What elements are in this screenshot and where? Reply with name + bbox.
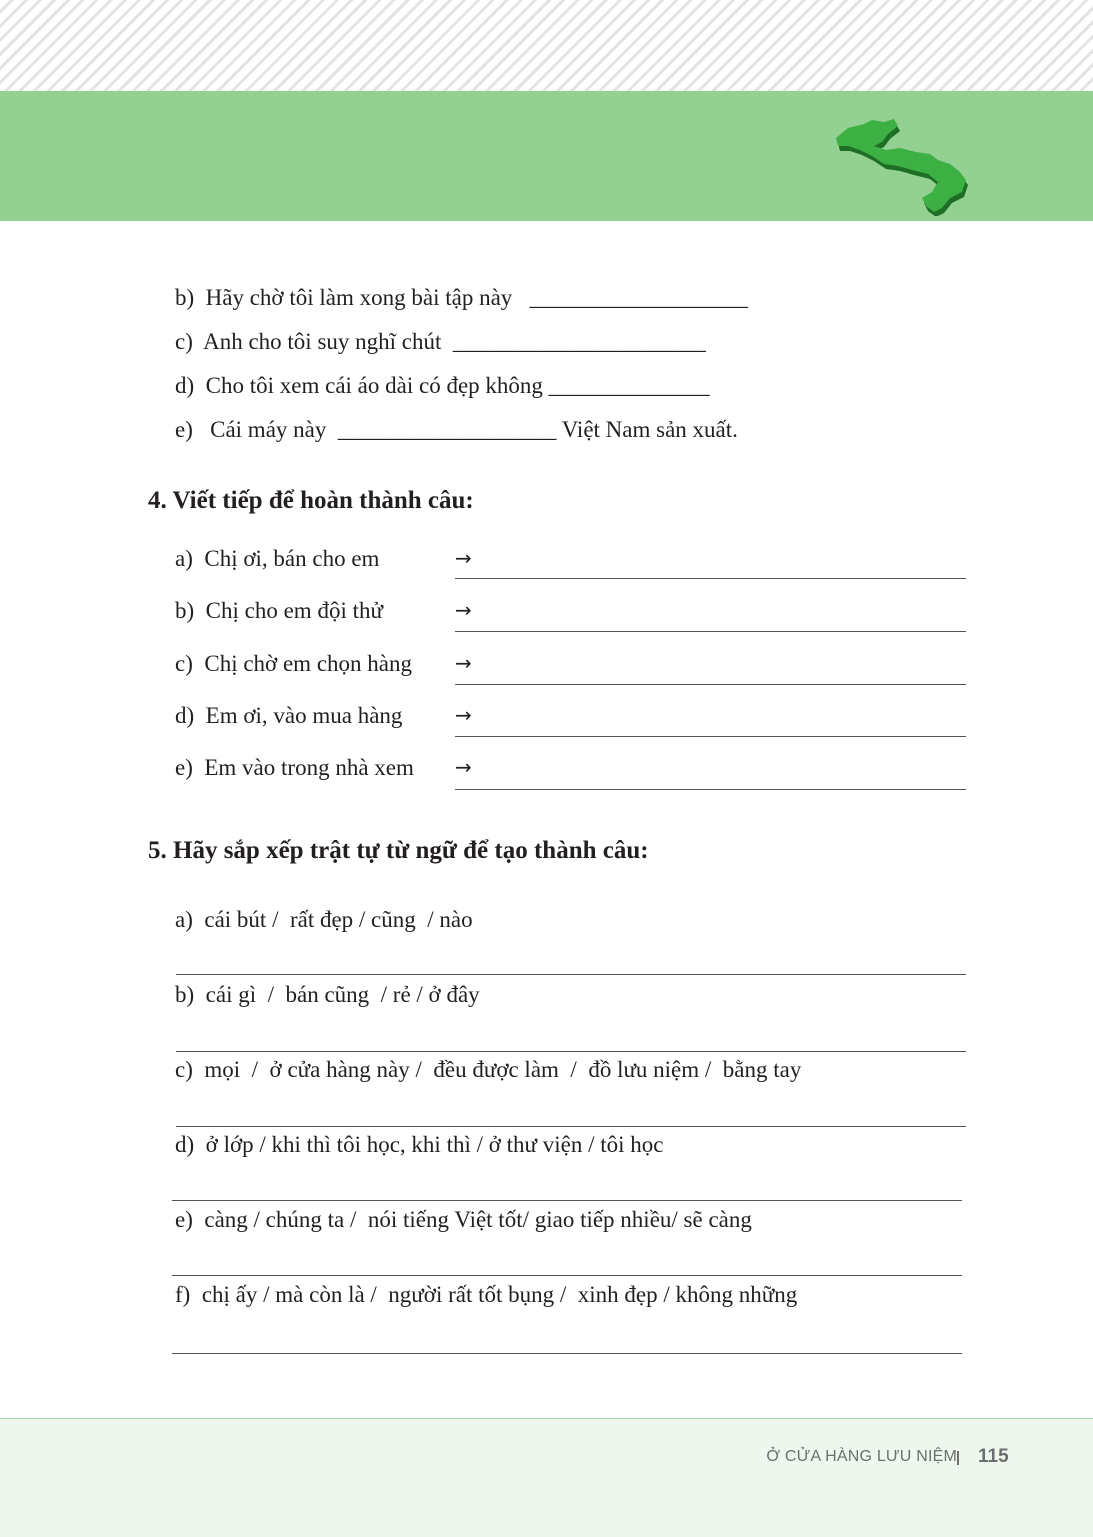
- chapter-title: Ở CỬA HÀNG LƯU NIỆM: [766, 1448, 957, 1465]
- q4-item-d-answer-line[interactable]: [455, 736, 966, 737]
- q4-item-c-answer-line[interactable]: [455, 684, 966, 685]
- q5-heading: 5. Hãy sắp xếp trật tự từ ngữ để tạo thành câu:: [148, 837, 649, 864]
- q4-item-a-answer-line[interactable]: [455, 578, 966, 579]
- q3-item-c: c) Anh cho tôi suy nghĩ chút ______________________: [175, 329, 706, 354]
- q4-heading: 4. Viết tiếp để hoàn thành câu:: [148, 487, 474, 514]
- q3-item-e: e) Cái máy này ___________________ Việt Nam sản xuất.: [175, 417, 738, 442]
- q3-item-b: b) Hãy chờ tôi làm xong bài tập này ___________________: [175, 285, 749, 310]
- q5-item-c: c) mọi / ở cửa hàng này / đều được làm / đồ lưu niệm / bằng tay: [175, 1057, 802, 1082]
- q4-item-c-label: c) Chị chờ em chọn hàng: [175, 651, 412, 676]
- q5-item-d-answer-line[interactable]: [172, 1200, 962, 1201]
- q4-item-a-arrow: →: [455, 546, 472, 570]
- q5-item-d: d) ở lớp / khi thì tôi học, khi thì / ở thư viện / tôi học: [175, 1132, 664, 1157]
- q5-item-a-answer-line[interactable]: [176, 974, 966, 975]
- q5-item-e-answer-line[interactable]: [172, 1275, 962, 1276]
- q4-item-e-label: e) Em vào trong nhà xem: [175, 755, 414, 780]
- q4-item-d-arrow: →: [455, 703, 472, 727]
- q4-item-a-label: a) Chị ơi, bán cho em: [175, 546, 380, 571]
- q4-item-b-label: b) Chị cho em đội thử: [175, 598, 383, 623]
- page-footer: [0, 1418, 1093, 1537]
- q5-item-b: b) cái gì / bán cũng / rẻ / ở đây: [175, 982, 480, 1007]
- q5-item-c-answer-line[interactable]: [176, 1126, 966, 1127]
- q3-item-d: d) Cho tôi xem cái áo dài có đẹp không ______________: [175, 373, 710, 398]
- q4-item-b-answer-line[interactable]: [455, 631, 966, 632]
- q5-item-e: e) càng / chúng ta / nói tiếng Việt tốt/ giao tiếp nhiều/ sẽ càng: [175, 1207, 752, 1232]
- q4-item-c-arrow: →: [455, 651, 472, 675]
- q4-item-e-arrow: →: [455, 755, 472, 779]
- q5-item-f-answer-line[interactable]: [172, 1353, 962, 1354]
- q4-item-e-answer-line[interactable]: [455, 789, 966, 790]
- q4-item-d-label: d) Em ơi, vào mua hàng: [175, 703, 403, 728]
- q4-item-b-arrow: →: [455, 598, 472, 622]
- header-stripes: [0, 0, 1093, 91]
- page-number: 115: [978, 1446, 1009, 1467]
- q5-item-b-answer-line[interactable]: [176, 1051, 966, 1052]
- q5-item-f: f) chị ấy / mà còn là / người rất tốt bụng / xinh đẹp / không những: [175, 1282, 798, 1307]
- vietnam-map-icon: [826, 116, 972, 216]
- q5-item-a: a) cái bút / rất đẹp / cũng / nào: [175, 907, 473, 932]
- footer-divider: [957, 1451, 959, 1465]
